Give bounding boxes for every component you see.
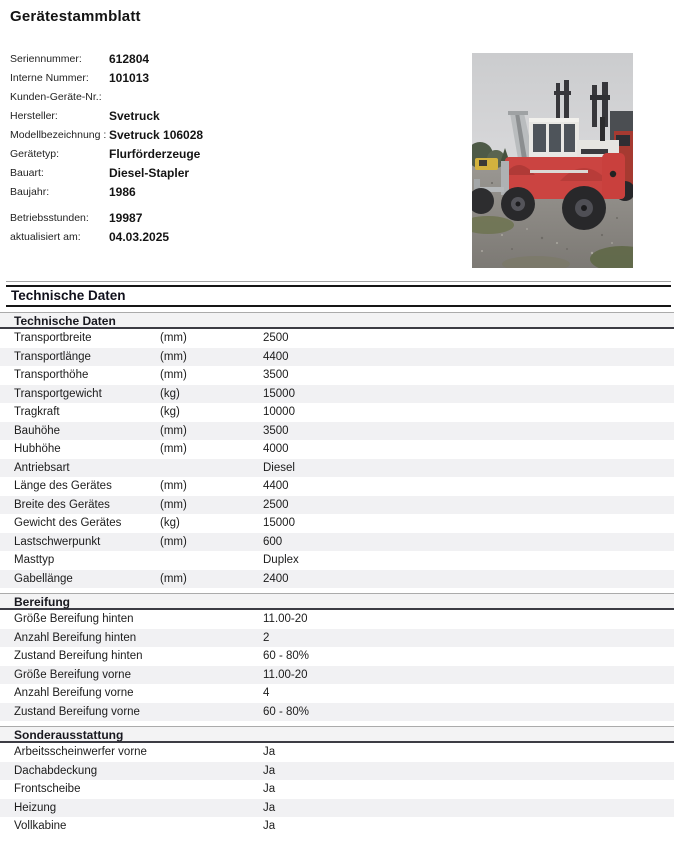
- row-value: 4: [263, 687, 270, 699]
- row-unit: [160, 610, 263, 629]
- table-row: [0, 459, 674, 478]
- row-label: Breite des Gerätes: [14, 498, 110, 511]
- row-value: 4000: [263, 443, 289, 455]
- table-row: [0, 440, 674, 459]
- table-section-header: Sonderausstattung: [0, 726, 674, 743]
- info-field-row: [10, 88, 380, 107]
- page-title: Gerätestammblatt: [10, 8, 141, 25]
- row-unit: (kg): [160, 387, 180, 400]
- row-label: Arbeitsscheinwerfer vorne: [14, 746, 147, 758]
- table-row: [0, 799, 674, 818]
- info-label: Bauart:: [10, 167, 44, 179]
- data-table: [0, 312, 674, 588]
- table-row: [0, 329, 674, 348]
- row-label: Transportlänge: [14, 350, 91, 363]
- row-value: 2: [263, 631, 270, 644]
- row-label: Gewicht des Gerätes: [14, 517, 122, 529]
- row-unit: [160, 762, 263, 781]
- row-unit: (mm): [160, 350, 187, 363]
- info-fields: [10, 50, 380, 247]
- table-section-header: Technische Daten: [0, 312, 674, 329]
- equipment-photo: [472, 53, 633, 268]
- forklift-cab: [529, 118, 579, 162]
- row-unit: [160, 629, 263, 648]
- row-label: Transportbreite: [14, 332, 92, 344]
- row-value: Duplex: [263, 554, 299, 566]
- info-field-row: [10, 164, 380, 183]
- row-value: 10000: [263, 406, 295, 418]
- row-unit: (mm): [160, 369, 187, 381]
- rear-light: [610, 171, 616, 177]
- row-label: Größe Bereifung hinten: [14, 613, 134, 625]
- row-value: 3500: [263, 369, 289, 381]
- row-value: Ja: [263, 746, 276, 758]
- row-label: Anzahl Bereifung vorne: [14, 687, 134, 699]
- info-value: Flurförderzeuge: [109, 147, 201, 161]
- info-field-row: [10, 228, 380, 247]
- row-unit: [160, 459, 263, 478]
- row-label: Frontscheibe: [14, 783, 81, 795]
- table-row: [0, 629, 674, 648]
- row-unit: [160, 684, 263, 703]
- row-label: Masttyp: [14, 554, 55, 566]
- row-value: 15000: [263, 517, 295, 529]
- row-value: Ja: [263, 801, 276, 814]
- row-unit: (mm): [160, 424, 187, 437]
- table-row: [0, 348, 674, 367]
- info-label: Modellbezeichnung :: [10, 129, 107, 141]
- info-value: 101013: [109, 71, 150, 85]
- row-label: Transporthöhe: [14, 369, 89, 381]
- row-label: Antriebsart: [14, 461, 70, 474]
- info-field-row: [10, 209, 380, 228]
- data-table: [0, 593, 674, 721]
- info-field-row: [10, 50, 380, 69]
- row-label: Vollkabine: [14, 820, 67, 832]
- forklift-illustration: [472, 53, 633, 268]
- row-value: 15000: [263, 387, 295, 400]
- row-unit: (kg): [160, 406, 180, 418]
- table-row: [0, 403, 674, 422]
- row-label: Tragkraft: [14, 406, 60, 418]
- table-row: [0, 385, 674, 404]
- row-unit: (mm): [160, 480, 187, 492]
- row-unit: (mm): [160, 332, 187, 344]
- table-row: [0, 496, 674, 515]
- info-value: 1986: [109, 185, 136, 199]
- info-field-row: [10, 69, 380, 88]
- row-unit: (mm): [160, 572, 187, 585]
- row-unit: [160, 647, 263, 666]
- row-label: Heizung: [14, 801, 57, 814]
- row-value: 4400: [263, 350, 289, 363]
- info-value: Svetruck 106028: [109, 128, 204, 142]
- table-row: [0, 703, 674, 722]
- row-unit: [160, 817, 263, 836]
- row-label: Transportgewicht: [14, 387, 102, 400]
- table-row: [0, 743, 674, 762]
- table-row: [0, 647, 674, 666]
- row-unit: (mm): [160, 498, 187, 511]
- row-unit: [160, 703, 263, 722]
- table-row: [0, 684, 674, 703]
- info-field-row: [10, 183, 380, 202]
- row-unit: (kg): [160, 517, 180, 529]
- row-label: Bauhöhe: [14, 424, 61, 437]
- row-value: 4400: [263, 480, 289, 492]
- table-row: [0, 570, 674, 589]
- row-value: 2400: [263, 572, 289, 585]
- info-value: 19987: [109, 211, 143, 225]
- info-field-row: [10, 145, 380, 164]
- section-divider-rule: [6, 281, 671, 282]
- row-value: Ja: [263, 783, 276, 795]
- table-row: [0, 666, 674, 685]
- row-label: Hubhöhe: [14, 443, 61, 455]
- row-label: Zustand Bereifung vorne: [14, 705, 140, 718]
- tables: [0, 312, 674, 836]
- row-label: Länge des Gerätes: [14, 480, 112, 492]
- row-value: 2500: [263, 332, 289, 344]
- row-value: 2500: [263, 498, 289, 511]
- table-row: [0, 477, 674, 496]
- row-unit: (mm): [160, 443, 187, 455]
- data-table: [0, 726, 674, 836]
- row-label: Lastschwerpunkt: [14, 535, 101, 548]
- table-row: [0, 514, 674, 533]
- table-row: [0, 817, 674, 836]
- info-label: Interne Nummer:: [10, 72, 89, 84]
- row-value: 60 - 80%: [263, 650, 310, 662]
- table-row: [0, 780, 674, 799]
- row-unit: (mm): [160, 535, 187, 548]
- row-value: 60 - 80%: [263, 705, 310, 718]
- background-yellow-machine: [475, 158, 498, 170]
- table-row: [0, 366, 674, 385]
- info-label: Betriebsstunden:: [10, 212, 89, 224]
- section-heading: Technische Daten: [6, 285, 671, 307]
- row-label: Dachabdeckung: [14, 764, 98, 777]
- info-label: Kunden-Geräte-Nr.:: [10, 91, 102, 103]
- row-value: 11.00-20: [263, 668, 308, 681]
- table-row: [0, 422, 674, 441]
- row-unit: [160, 743, 263, 762]
- table-row: [0, 551, 674, 570]
- info-label: Hersteller:: [10, 110, 58, 122]
- row-value: Ja: [263, 820, 276, 832]
- row-unit: [160, 780, 263, 799]
- info-label: Baujahr:: [10, 186, 50, 198]
- info-value: Diesel-Stapler: [109, 166, 190, 180]
- table-row: [0, 610, 674, 629]
- info-label: Seriennummer:: [10, 53, 82, 65]
- info-label: aktualisiert am:: [10, 231, 81, 243]
- info-value: Svetruck: [109, 109, 160, 123]
- row-unit: [160, 666, 263, 685]
- table-section-header: Bereifung: [0, 593, 674, 610]
- info-value: 04.03.2025: [109, 230, 170, 244]
- technical-data-section: [0, 281, 674, 836]
- table-row: [0, 762, 674, 781]
- info-label: Gerätetyp:: [10, 148, 60, 160]
- info-field-row: [10, 126, 380, 145]
- row-value: 600: [263, 535, 283, 548]
- row-unit: [160, 799, 263, 818]
- row-label: Größe Bereifung vorne: [14, 668, 131, 681]
- info-field-row: [10, 107, 380, 126]
- row-label: Gabellänge: [14, 572, 73, 585]
- row-value: Ja: [263, 764, 276, 777]
- info-value: 612804: [109, 52, 150, 66]
- row-value: 11.00-20: [263, 613, 308, 625]
- row-label: Anzahl Bereifung hinten: [14, 631, 137, 644]
- row-value: 3500: [263, 424, 289, 437]
- row-value: Diesel: [263, 461, 295, 474]
- row-unit: [160, 551, 263, 570]
- exhaust-pipe: [600, 117, 605, 141]
- table-row: [0, 533, 674, 552]
- row-label: Zustand Bereifung hinten: [14, 650, 143, 662]
